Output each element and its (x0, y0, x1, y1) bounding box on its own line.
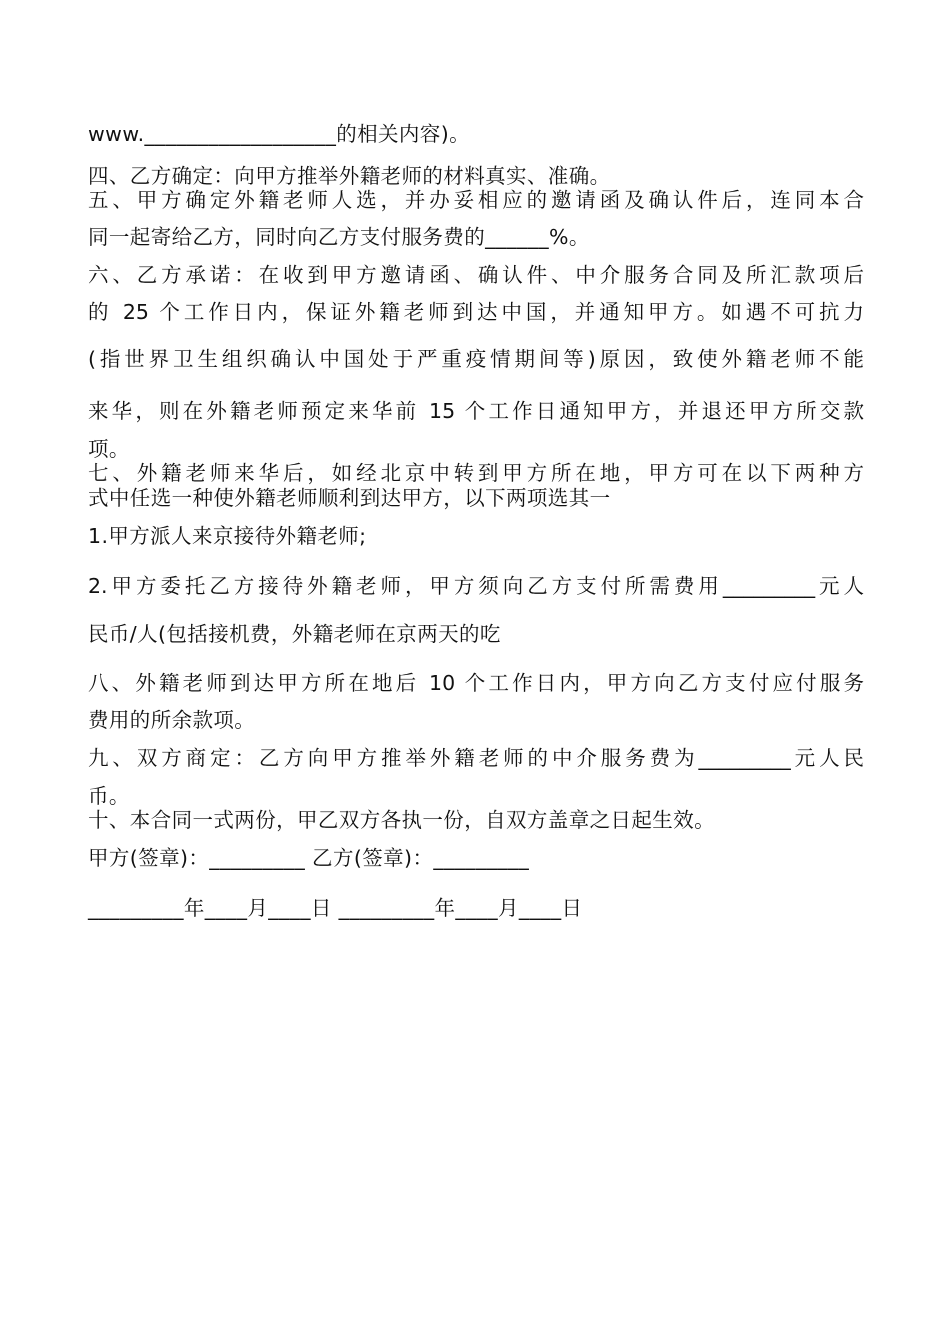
clause-6-line-5: 项。 (88, 437, 130, 461)
clause-4: 四、乙方确定：向甲方推举外籍老师的材料真实、准确。 (88, 164, 611, 188)
clause-7-line-2: 式中任选一种使外籍老师顺利到达甲方，以下两项选其一 (88, 486, 611, 510)
contract-page (88, 0, 864, 1344)
clause-5-line-1: 五、甲方确定外籍老师人选，并办妥相应的邀请函及确认件后，连同本合 (88, 188, 864, 212)
clause-9-line-2: 币。 (88, 784, 130, 808)
clause-9-line-1: 九、双方商定：乙方向甲方推举外籍老师的中介服务费为_________元人民 (88, 746, 864, 770)
clause-website-line: www.__________________的相关内容)。 (88, 122, 471, 146)
date-line: _________年____月____日 _________年____月____日 (88, 896, 583, 920)
clause-8-line-1: 八、外籍老师到达甲方所在地后 10 个工作日内，甲方向乙方支付应付服务 (88, 671, 864, 695)
clause-8-line-2: 费用的所余款项。 (88, 708, 256, 732)
clause-10: 十、本合同一式两份，甲乙双方各执一份，自双方盖章之日起生效。 (88, 808, 715, 832)
clause-6-line-4: 来华，则在外籍老师预定来华前 15 个工作日通知甲方，并退还甲方所交款 (88, 399, 864, 423)
clause-7-option-1: 1.甲方派人来京接待外籍老师; (88, 524, 367, 548)
clause-6-line-1: 六、乙方承诺：在收到甲方邀请函、确认件、中介服务合同及所汇款项后 (88, 263, 864, 287)
clause-6-line-2: 的 25 个工作日内，保证外籍老师到达中国，并通知甲方。如遇不可抗力 (88, 300, 864, 324)
clause-7-option-2-line-1: 2.甲方委托乙方接待外籍老师，甲方须向乙方支付所需费用_________元人 (88, 574, 864, 598)
clause-7-line-1: 七、外籍老师来华后，如经北京中转到甲方所在地，甲方可在以下两种方 (88, 461, 864, 485)
clause-7-option-2-line-2: 民币/人(包括接机费，外籍老师在京两天的吃 (88, 622, 501, 646)
clause-6-line-3: (指世界卫生组织确认中国处于严重疫情期间等)原因，致使外籍老师不能 (88, 347, 864, 371)
clause-5-line-2: 同一起寄给乙方，同时向乙方支付服务费的______%。 (88, 225, 590, 249)
signature-line: 甲方(签章)：_________ 乙方(签章)：_________ (88, 846, 530, 870)
